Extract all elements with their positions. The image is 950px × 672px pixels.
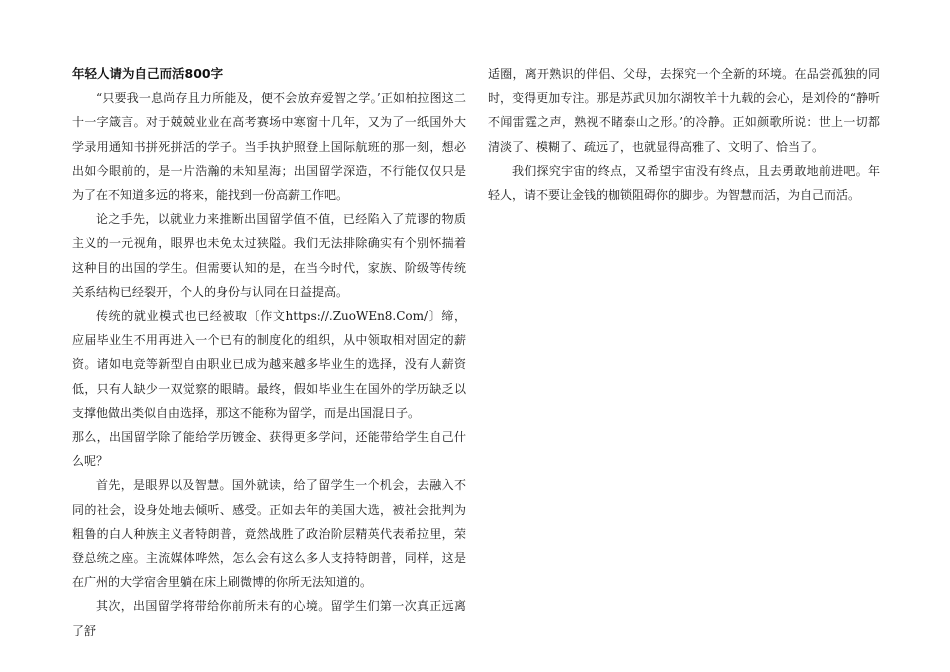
paragraph: “只要我一息尚存且力所能及，便不会放弃爱智之学。’正如柏拉图这二十一字箴言。对于兢兢业业在高考赛场中寒窗十几年，又为了一纸国外大学录用通知书拼死拼活的学子。当手执护照登上国际航班的那一刻，想必出如今眼前的，是一片浩瀚的未知星海；出国留学深造，不行能仅仅只是为了在不知道多远的将来，能找到一份高薪工作吧。	[72, 91, 466, 203]
right-column	[488, 62, 880, 207]
paragraph: 论之手先，以就业力来推断出国留学值不值，已经陷入了荒谬的物质主义的一元视角，眼界也未免太过狭隘。我们无法排除确实有个别怀揣着这种目的出国的学生。但需要认知的是，在当今时代，家族、阶级等传统关系结构已经裂开，个人的身份与认同在日益提高。	[72, 212, 466, 299]
paragraph: 其次，出国留学将带给你前所未有的心境。留学生们第一次真正远离了舒	[72, 599, 466, 638]
left-paragraphs	[72, 86, 466, 643]
paragraph: 那么，出国留学除了能给学历镀金、获得更多学问，还能带给学生自己什么呢？	[72, 430, 466, 469]
paragraph: 传统的就业模式也已经被取〔作文https://.ZuoWEn8.Com/〕缔，应届毕业生不用再进入一个已有的制度化的组织，从中领取相对固定的薪资。诸如电竞等新型自由职业已成为越来越多毕业生的选择，没有人薪资低，只有人缺少一双觉察的眼睛。最终，假如毕业生在国外的学历缺乏以支撑他做出类似自由选择，那这不能称为留学，而是出国混日子。	[72, 309, 466, 420]
left-column	[72, 62, 466, 643]
paragraph: 适圈，离开熟识的伴侣、父母，去探究一个全新的环境。在品尝孤独的同时，变得更加专注。那是苏武贝加尔湖牧羊十九载的会心，是刘伶的“静听不闻雷霆之声，熟视不睹泰山之形。’的冷静。正如颜歌所说：世上一切都清淡了、模糊了、疏远了，也就显得高雅了、文明了、恰当了。	[488, 67, 880, 154]
document-title: 年轻人请为自己而活800字	[72, 66, 224, 81]
paragraph: 我们探究宇宙的终点，又希望宇宙没有终点，且去勇敢地前进吧。年轻人，请不要让金钱的枷锁阻碍你的脚步。为智慧而活，为自己而活。	[488, 163, 880, 203]
right-paragraphs	[488, 62, 880, 207]
paragraph: 首先，是眼界以及智慧。国外就读，给了留学生一个机会，去融入不同的社会，设身处地去倾听、感受。正如去年的美国大选，被社会批判为粗鲁的白人种族主义者特朗普，竟然战胜了政治阶层精英代表希拉里，荣登总统之座。主流媒体哗然，怎么会有这么多人支持特朗普，同样，这是在广州的大学宿舍里躺在床上刷微博的你所无法知道的。	[72, 478, 466, 590]
